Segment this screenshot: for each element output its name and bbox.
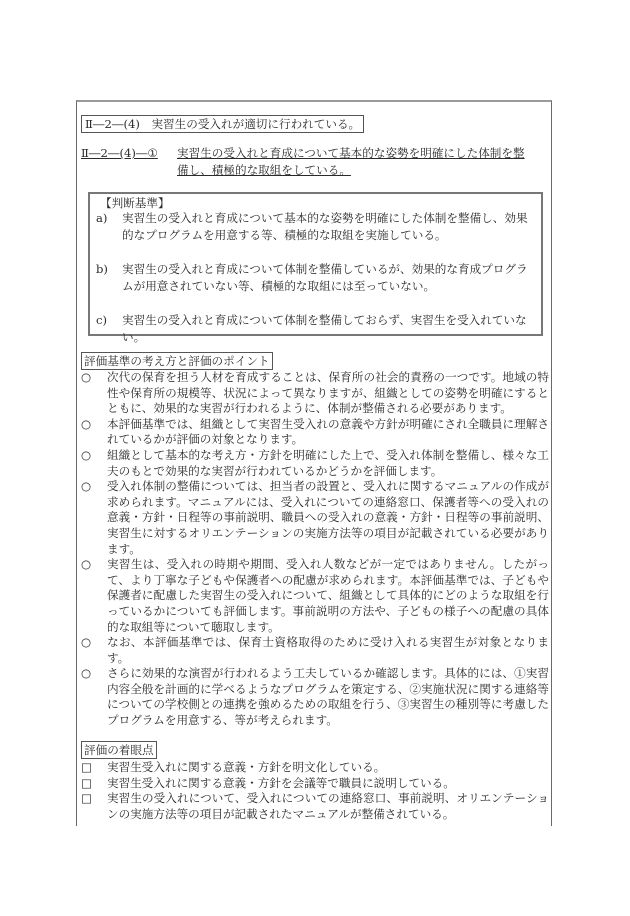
point-text: 本評価基準では、組織として実習生受入れの意義や方針が明確にされ全職員に理解されているかが評価の対象となります。 — [107, 416, 549, 447]
circle-bullet-icon: ○ — [81, 557, 92, 572]
criteria-item-a — [96, 210, 533, 244]
checkpoints-list — [81, 760, 549, 822]
checkpoints-label: 評価の着眼点 — [81, 741, 157, 759]
point-text: 受入れ体制の整備については、担当者の設置と、受入れに関するマニュアルの作成が求められます。マニュアルには、受入れについての連絡窓口、保護者等への受入れの意義・方針・日程等の事前説明、職員への受入れの意義・方針・日程等の事前説明、実習生に対するオリエンテーションの実施方法等の項目が記載されている必要があります。 — [107, 479, 549, 556]
circle-bullet-icon: ○ — [81, 666, 92, 681]
criteria-label: 【判断基準】 — [100, 196, 170, 210]
checkbox-icon: □ — [81, 775, 92, 790]
circle-bullet-icon: ○ — [81, 635, 92, 650]
point-text: 実習生は、受入れの時期や期間、受入れ人数などが一定ではありません。したがって、より丁寧な子どもや保護者への配慮が求められます。本評価基準では、子どもや保護者に配慮した実習生の受入れについて、組織として具体的にどのような取組を行っているかについても評価します。事前説明の方法や、子どもの様子への配慮の具体的な取組等について聴取します。 — [107, 557, 549, 634]
criteria-mark: b) — [96, 262, 108, 276]
sub-heading-title — [177, 145, 547, 179]
point-text: なお、本評価基準では、保育士資格取得のために受け入れる実習生が対象となります。 — [107, 635, 549, 665]
checkbox-icon: □ — [81, 760, 92, 774]
list-item — [81, 417, 549, 448]
section-heading: Ⅱ―2―(4) 実習生の受入れが適切に行われている。 — [81, 115, 364, 133]
checkpoint-text: 実習生受入れに関する意義・方針を会議等で職員に説明している。 — [107, 775, 455, 790]
checklist-item — [81, 760, 549, 776]
checkpoint-text: 実習生の受入れについて、受入れについての連絡窓口、事前説明、オリエンテーションの実施方法等の項目が記載されたマニュアルが整備されている。 — [107, 791, 549, 821]
checkbox-icon: □ — [81, 791, 92, 806]
list-item — [81, 448, 549, 479]
criteria-item-c — [96, 312, 533, 346]
criteria-mark: a) — [96, 211, 108, 225]
circle-bullet-icon: ○ — [81, 479, 92, 494]
sub-heading — [81, 145, 551, 179]
point-text: さらに効果的な演習が行われるよう工夫しているか確認します。具体的には、①実習内容全般を計画的に学べるようなプログラムを策定する、②実施状況に関する連絡等についての学校側との連携を強めるための取組を行う、③実習生の種別等に考慮したプログラムを用意する、等が考えられます。 — [107, 666, 549, 728]
criteria-text: 実習生の受入れと育成について基本的な姿勢を明確にした体制を整備し、効果的なプログラムを用意する等、積極的な取組を実施している。 — [122, 211, 528, 242]
point-text: 組織として基本的な考え方・方針を明確にした上で、受入れ体制を整備し、様々な工夫のもとで効果的な実習が行われているかどうかを評価します。 — [107, 447, 549, 478]
checklist-item — [81, 791, 549, 822]
circle-bullet-icon: ○ — [81, 447, 92, 462]
list-item — [81, 557, 549, 635]
circle-bullet-icon: ○ — [81, 416, 92, 431]
list-item — [81, 479, 549, 557]
sub-title-line-2: 備し、積極的な取組をしている。 — [177, 163, 351, 177]
circle-bullet-icon: ○ — [81, 370, 92, 384]
sub-title-line-1: 実習生の受入れと育成について基本的な姿勢を明確にした体制を整 — [177, 146, 525, 160]
judgment-criteria-box — [88, 192, 543, 344]
checkpoint-text: 実習生受入れに関する意義・方針を明文化している。 — [107, 760, 386, 774]
list-item — [81, 635, 549, 666]
criteria-text: 実習生の受入れと育成について体制を整備しておらず、実習生を受入れていない。 — [122, 313, 527, 344]
evaluation-points-list — [81, 370, 549, 729]
criteria-item-b — [96, 261, 533, 295]
list-item — [81, 370, 549, 417]
criteria-mark: c) — [96, 313, 108, 327]
checklist-item — [81, 776, 549, 792]
sub-heading-code: Ⅱ―2―(4)―① — [81, 146, 158, 160]
points-label: 評価基準の考え方と評価のポイント — [81, 352, 273, 370]
point-text: 次代の保育を担う人材を育成することは、保育所の社会的責務の一つです。地域の特性や保育所の規模等、状況によって異なりますが、組織としての姿勢を明確にするとともに、効果的な実習が行われるように、体制が整備される必要があります。 — [107, 370, 549, 416]
criteria-text: 実習生の受入れと育成について体制を整備しているが、効果的な育成プログラムが用意されていない等、積極的な取組には至っていない。 — [122, 262, 528, 293]
list-item — [81, 666, 549, 728]
